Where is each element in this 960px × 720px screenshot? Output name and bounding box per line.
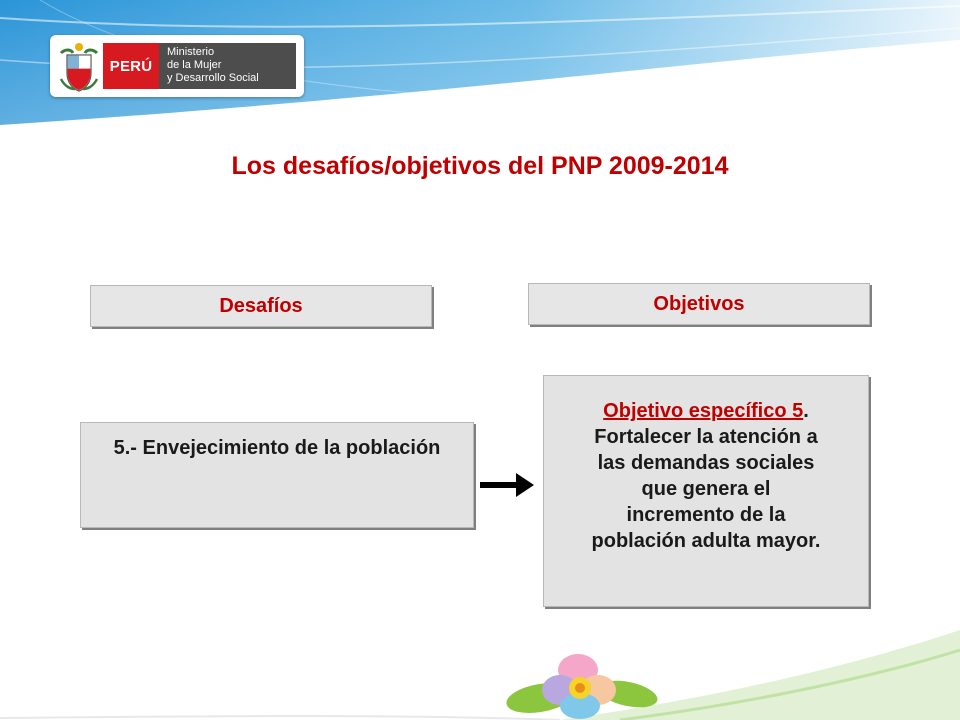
objective-label: Objetivo específico 5 xyxy=(603,400,804,422)
objective-line: incremento de la xyxy=(626,504,786,526)
desafios-header: Desafíos xyxy=(90,285,432,327)
objective-line: Fortalecer la atención a xyxy=(594,426,818,448)
challenge-box: 5.- Envejecimiento de la población xyxy=(80,422,474,528)
objective-line: población adulta mayor. xyxy=(591,530,821,552)
ministry-line: Ministerio xyxy=(167,46,215,58)
country-label: PERÚ xyxy=(109,57,153,75)
ministry-logo xyxy=(50,35,304,97)
flower-decoration-icon xyxy=(500,650,660,720)
objective-label-suffix: . xyxy=(803,400,809,422)
ministry-line: de la Mujer xyxy=(167,59,222,71)
bottom-swoosh-decoration xyxy=(0,630,960,720)
objective-title-line xyxy=(544,398,868,424)
coat-of-arms-icon xyxy=(57,39,101,93)
ministry-name xyxy=(159,43,296,89)
objective-line: las demandas sociales xyxy=(597,452,815,474)
country-block xyxy=(103,43,159,89)
objective-line: que genera el xyxy=(641,478,771,500)
objective-box xyxy=(543,375,869,607)
right-arrow-icon xyxy=(478,470,536,500)
slide-title: Los desafíos/objetivos del PNP 2009-2014 xyxy=(231,152,729,180)
ministry-line: y Desarrollo Social xyxy=(167,72,259,84)
objetivos-header: Objetivos xyxy=(528,283,870,325)
